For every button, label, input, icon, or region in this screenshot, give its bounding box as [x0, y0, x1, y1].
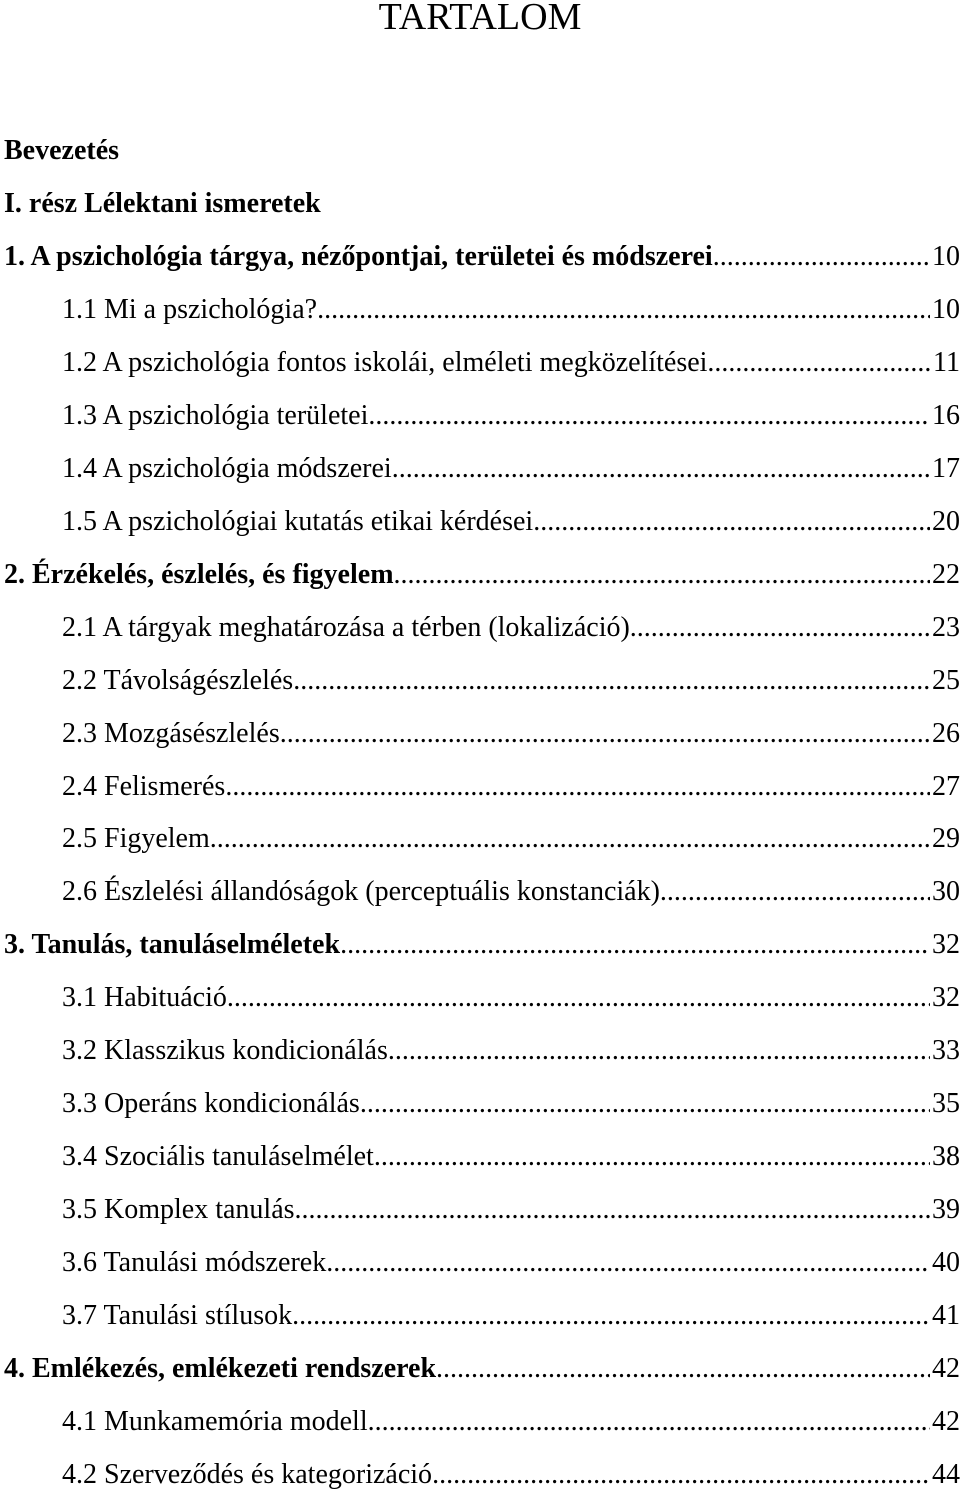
toc-entry[interactable] [62, 1140, 960, 1174]
toc-entry-page-number: 20 [932, 506, 960, 537]
toc-entry-title: 3.4 Szociális tanuláselmélet [62, 1141, 374, 1172]
toc-entry[interactable] [62, 1087, 960, 1121]
toc-dot-leader [292, 1299, 930, 1333]
toc-entry[interactable] [62, 452, 960, 486]
toc-dot-leader [317, 293, 930, 327]
toc-entry[interactable] [62, 770, 960, 804]
toc-entry-page-number: 11 [933, 347, 960, 378]
toc-entry-title: 1.3 A pszichológia területei [62, 400, 369, 431]
toc-dot-leader [713, 240, 930, 274]
toc-dot-leader [394, 558, 930, 592]
toc-dot-leader [227, 981, 930, 1015]
toc-entry[interactable] [62, 1034, 960, 1068]
toc-dot-leader [368, 399, 930, 433]
toc-entry-title: 3.6 Tanulási módszerek [62, 1247, 327, 1278]
toc-entry-page-number: 39 [932, 1194, 960, 1225]
toc-dot-leader [368, 1405, 930, 1439]
toc-entry-title: 4.2 Szerveződés és kategorizáció [62, 1459, 433, 1490]
toc-entry[interactable] [4, 558, 960, 592]
toc-entry-title: 4.1 Munkamemória modell [62, 1406, 368, 1437]
toc-entry-page-number: 16 [932, 400, 960, 431]
toc-entry-page-number: 42 [932, 1406, 960, 1437]
toc-entry-title: 3.5 Komplex tanulás [62, 1194, 295, 1225]
toc-entry[interactable] [62, 822, 960, 856]
toc-entry-page-number: 42 [932, 1353, 960, 1384]
toc-entry-page-number: 44 [932, 1459, 960, 1490]
toc-entry-title: 2.4 Felismerés [62, 771, 226, 802]
toc-entry-title: 1.2 A pszichológia fontos iskolái, elméleti megközelítései [62, 347, 708, 378]
toc-entry[interactable] [62, 1246, 960, 1280]
toc-entry[interactable] [62, 981, 960, 1015]
toc-entry-page-number: 33 [932, 1035, 960, 1066]
toc-entry-title: 2. Érzékelés, észlelés, és figyelem [4, 559, 394, 590]
toc-entry-page-number: 38 [932, 1141, 960, 1172]
toc-entry-page-number: 32 [932, 982, 960, 1013]
toc-dot-leader [432, 1458, 930, 1492]
page-title: TARTALOM [378, 0, 582, 38]
toc-entry-page-number: 40 [932, 1247, 960, 1278]
toc-dot-leader [707, 346, 931, 380]
toc-entry-title: 3.2 Klasszikus kondicionálás [62, 1035, 388, 1066]
toc-entry-page-number: 32 [932, 929, 960, 960]
toc-entry[interactable] [62, 346, 960, 380]
toc-entry-page-number: 27 [932, 771, 960, 802]
intro-heading[interactable]: Bevezetés [4, 135, 120, 166]
toc-entry-title: 2.1 A tárgyak meghatározása a térben (lokalizáció) [62, 612, 630, 643]
toc-entry-title: 4. Emlékezés, emlékezeti rendszerek [4, 1353, 437, 1384]
part-heading[interactable]: I. rész Lélektani ismeretek [4, 188, 321, 219]
toc-entry[interactable] [62, 293, 960, 327]
toc-entry-page-number: 30 [932, 876, 960, 907]
toc-entry-title: 3.7 Tanulási stílusok [62, 1300, 293, 1331]
toc-dot-leader [340, 928, 930, 962]
toc-entry-page-number: 17 [932, 453, 960, 484]
toc-entry[interactable] [62, 1193, 960, 1227]
toc-dot-leader [533, 505, 930, 539]
toc-entry-page-number: 41 [932, 1300, 960, 1331]
toc-entry-title: 1.5 A pszichológiai kutatás etikai kérdései [62, 506, 534, 537]
toc-entry[interactable] [62, 611, 960, 645]
toc-dot-leader [374, 1140, 930, 1174]
toc-dot-leader [660, 875, 930, 909]
toc-entry[interactable] [4, 928, 960, 962]
toc-entry[interactable] [62, 1458, 960, 1492]
toc-dot-leader [210, 822, 930, 856]
toc-entry-title: 1. A pszichológia tárgya, nézőpontjai, területei és módszerei [4, 241, 713, 272]
toc-dot-leader [225, 770, 930, 804]
toc-entry-title: 3.3 Operáns kondicionálás [62, 1088, 360, 1119]
toc-entry-page-number: 25 [932, 665, 960, 696]
toc-entry-page-number: 23 [932, 612, 960, 643]
toc-entry[interactable] [4, 1352, 960, 1386]
toc-entry-page-number: 35 [932, 1088, 960, 1119]
toc-entry[interactable] [62, 399, 960, 433]
toc-entry[interactable] [62, 664, 960, 698]
toc-entry-title: 2.6 Észlelési állandóságok (perceptuális konstanciák) [62, 876, 660, 907]
toc-entry-page-number: 10 [932, 241, 960, 272]
toc-entry-title: 2.5 Figyelem [62, 823, 210, 854]
toc-dot-leader [326, 1246, 930, 1280]
toc-entry-title: 1.1 Mi a pszichológia? [62, 294, 318, 325]
toc-entry-title: 3.1 Habituáció [62, 982, 227, 1013]
toc-entry[interactable] [62, 505, 960, 539]
toc-entry-page-number: 26 [932, 718, 960, 749]
toc-entry-title: 1.4 A pszichológia módszerei [62, 453, 392, 484]
toc-dot-leader [388, 1034, 930, 1068]
toc-entry-title: 2.3 Mozgásészlelés [62, 718, 280, 749]
toc-dot-leader [295, 1193, 930, 1227]
toc-entry-title: 2.2 Távolságészlelés [62, 665, 294, 696]
toc-entry[interactable] [62, 1299, 960, 1333]
toc-dot-leader [630, 611, 930, 645]
toc-entry-title: 3. Tanulás, tanuláselméletek [4, 929, 341, 960]
toc-dot-leader [436, 1352, 930, 1386]
toc-dot-leader [280, 717, 930, 751]
toc-entry-page-number: 22 [932, 559, 960, 590]
toc-dot-leader [293, 664, 930, 698]
toc-entry[interactable] [4, 240, 960, 274]
toc-entry[interactable] [62, 1405, 960, 1439]
toc-entry[interactable] [62, 717, 960, 751]
toc-dot-leader [392, 452, 930, 486]
toc-entry-page-number: 29 [932, 823, 960, 854]
toc-entry-page-number: 10 [932, 294, 960, 325]
toc-dot-leader [360, 1087, 930, 1121]
toc-entry[interactable] [62, 875, 960, 909]
